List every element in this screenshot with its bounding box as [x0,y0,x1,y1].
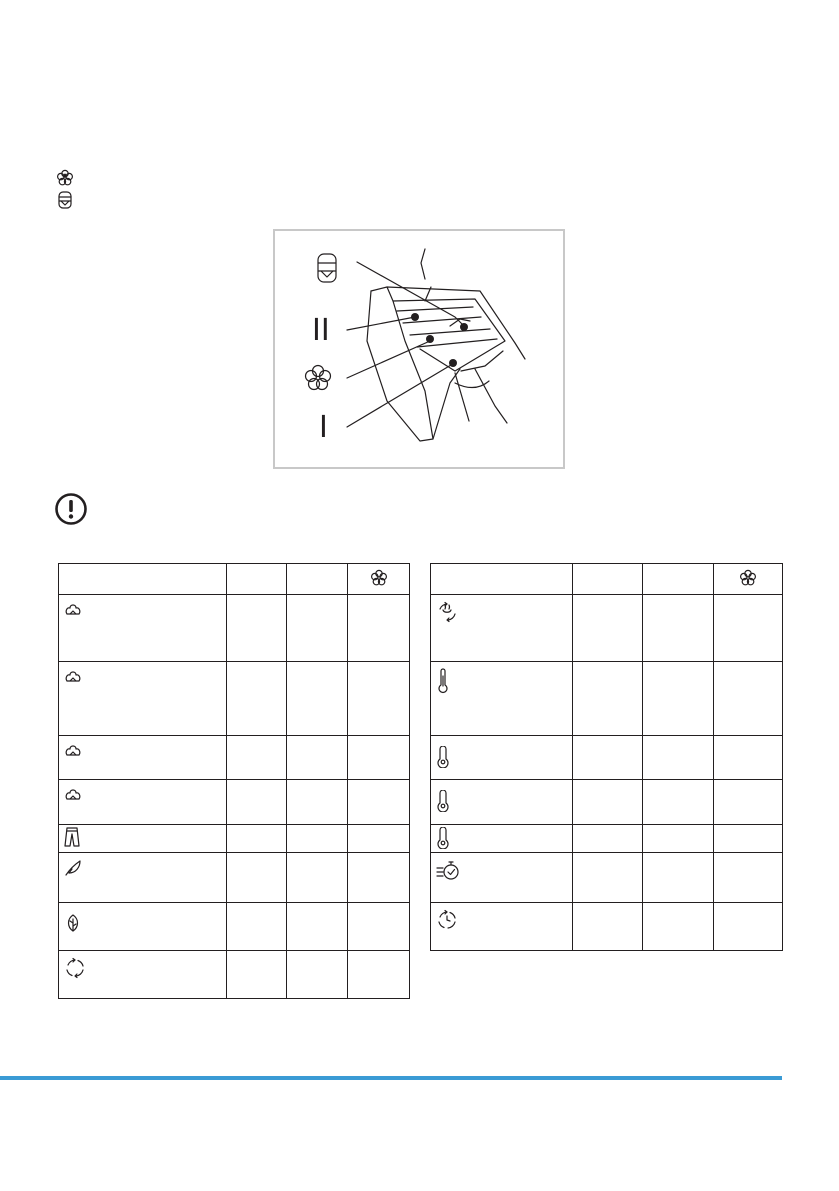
table-row [431,853,573,903]
table-row [59,662,227,736]
table-row [431,903,573,951]
temperature-low-icon [436,827,450,849]
table-row [431,780,573,825]
table-row [59,853,227,903]
softener-icon [56,169,74,187]
dispenser-figure [273,229,565,469]
footer-divider [0,1076,782,1080]
header-cell [643,564,714,595]
cotton-icon [64,668,82,686]
cotton-icon [64,742,82,760]
table-row [59,595,227,662]
feather-icon [64,859,82,877]
jeans-icon [64,827,80,847]
prewash-compartment-icon [56,191,74,209]
compartment-ii-label: II [312,313,330,348]
temperature-low-icon [436,790,450,812]
time-cycle-icon [436,909,458,931]
quick-timer-icon [436,859,460,881]
compartment-i-label: I [319,410,328,445]
cotton-icon [64,601,82,619]
thermometer-icon [436,668,450,694]
cotton-icon [64,786,82,804]
refresh-cycle-icon [64,957,86,979]
eco-leaf-icon [64,913,82,933]
prewash-compartment-icon [318,254,336,282]
table-row [59,736,227,780]
right-programme-table [430,563,783,951]
header-softener-cell [714,564,783,595]
table-row [59,780,227,825]
header-cell [227,564,287,595]
header-cell [573,564,643,595]
table-row [59,825,227,853]
temperature-low-icon [436,746,450,768]
softener-icon [370,569,388,587]
table-row [431,736,573,780]
table-row [431,825,573,853]
table-row [431,662,573,736]
table-row [431,595,573,662]
header-programme-cell [59,564,227,595]
header-programme-cell [431,564,573,595]
softener-icon [739,569,757,587]
header-cell [287,564,348,595]
header-softener-cell [348,564,410,595]
table-row [59,951,227,999]
steam-cycle-icon [436,601,458,623]
left-programme-table [58,563,410,999]
warning-icon [54,492,88,526]
softener-icon [306,366,331,390]
table-row [59,903,227,951]
